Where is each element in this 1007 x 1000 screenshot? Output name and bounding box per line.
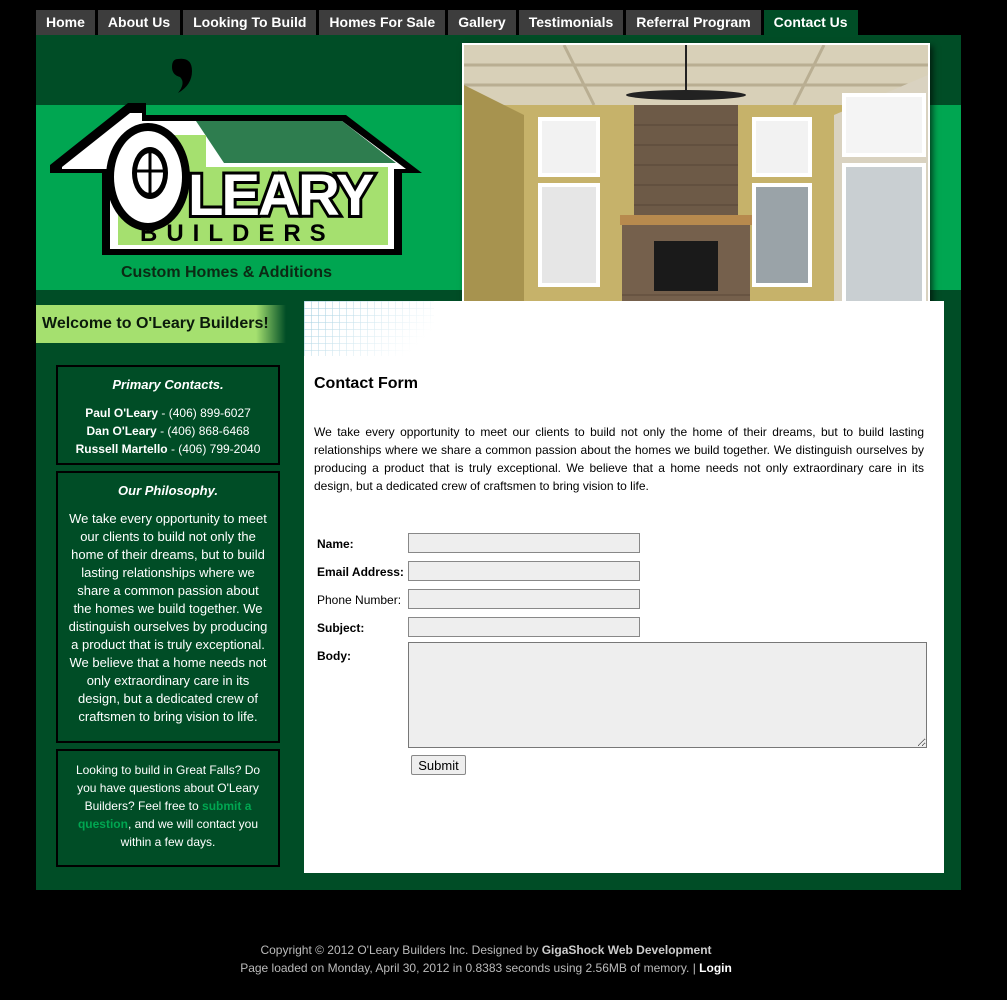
tagline: Custom Homes & Additions — [121, 264, 332, 281]
designer-credit: GigaShock Web Development — [541, 943, 712, 957]
grid-decoration — [304, 301, 434, 356]
question-box — [56, 749, 280, 867]
primary-contacts-box — [56, 365, 280, 465]
oleary-builders-logo — [46, 55, 426, 285]
nav-testimonials[interactable]: Testimonials — [519, 10, 624, 35]
name-input[interactable] — [408, 533, 640, 553]
question-text — [58, 751, 278, 851]
contact-line — [58, 404, 278, 422]
nav-about-us[interactable]: About Us — [98, 10, 180, 35]
nav-referral-program[interactable]: Referral Program — [626, 10, 760, 35]
contact-phone: - (406) 899-6027 — [158, 406, 251, 420]
copyright-text: Copyright © 2012 O'Leary Builders Inc. Designed by — [260, 943, 542, 957]
nav-contact-us[interactable]: Contact Us — [764, 10, 858, 35]
question-text-after: , and we will contact you within a few days. — [120, 817, 259, 849]
contact-name: Russell Martello — [75, 442, 168, 456]
page-loaded-text: Page loaded on Monday, April 30, 2012 in 0.8383 seconds using 2.56MB of memory. | — [240, 961, 700, 975]
contacts-title: Primary Contacts. — [112, 377, 224, 392]
contact-name: Dan O'Leary — [86, 424, 157, 438]
page-frame — [36, 35, 961, 890]
email-input[interactable] — [408, 561, 640, 581]
body-label: Body: — [317, 649, 351, 663]
login-link[interactable]: Login — [699, 961, 732, 975]
body-textarea[interactable] — [408, 642, 927, 748]
name-label: Name: — [317, 537, 354, 551]
phone-input[interactable] — [408, 589, 640, 609]
nav-gallery[interactable]: Gallery — [448, 10, 515, 35]
contact-line — [58, 422, 278, 440]
philosophy-title: Our Philosophy. — [118, 483, 218, 498]
nav-looking-to-build[interactable]: Looking To Build — [183, 10, 316, 35]
contact-phone: - (406) 799-2040 — [167, 442, 261, 456]
contact-name: Paul O'Leary — [85, 406, 159, 420]
contact-line — [58, 440, 278, 458]
welcome-banner: Welcome to O'Leary Builders! — [36, 305, 286, 343]
logo-oleary-text: LEARY — [188, 163, 373, 228]
philosophy-text: We take every opportunity to meet our clients to build not only the home of their dreams, but to build lasting relationships where we share a common passion about the homes we build together. We distinguish ourselves by producing a product that is truly exceptional. We believe that a home needs not only extraordinary care in its design, but a dedicated crew of craftsmen to bring vision to life. — [68, 511, 268, 724]
copyright-line — [0, 941, 972, 959]
question-text-before: Looking to build in Great Falls? Do you have questions about O'Leary Builders? Feel free to — [75, 763, 261, 813]
intro-text: We take every opportunity to meet our clients to build not only the home of their dreams, but to build lasting relationships where we share a common passion about the homes we build together. We distinguish ourselves by producing a product that is truly exceptional. We believe that a home needs not only extraordinary care in its design, but a dedicated crew of craftsmen to bring vision to life. — [314, 425, 924, 493]
submit-question-link[interactable]: submit a question — [77, 799, 252, 831]
phone-label: Phone Number: — [317, 593, 402, 607]
philosophy-box — [56, 471, 280, 743]
nav-homes-for-sale[interactable]: Homes For Sale — [319, 10, 445, 35]
subject-input[interactable] — [408, 617, 640, 637]
page-loaded-line — [0, 959, 972, 977]
page-title: Contact Form — [314, 375, 418, 392]
main-content — [304, 301, 944, 873]
subject-label: Subject: — [317, 621, 365, 635]
contact-phone: - (406) 868-6468 — [156, 424, 250, 438]
logo-builders-text: BUILDERS — [140, 220, 335, 247]
email-label: Email Address: — [317, 565, 404, 579]
nav-home[interactable]: Home — [36, 10, 95, 35]
submit-button[interactable]: Submit — [411, 755, 466, 775]
main-nav — [36, 10, 861, 35]
footer — [0, 941, 972, 977]
